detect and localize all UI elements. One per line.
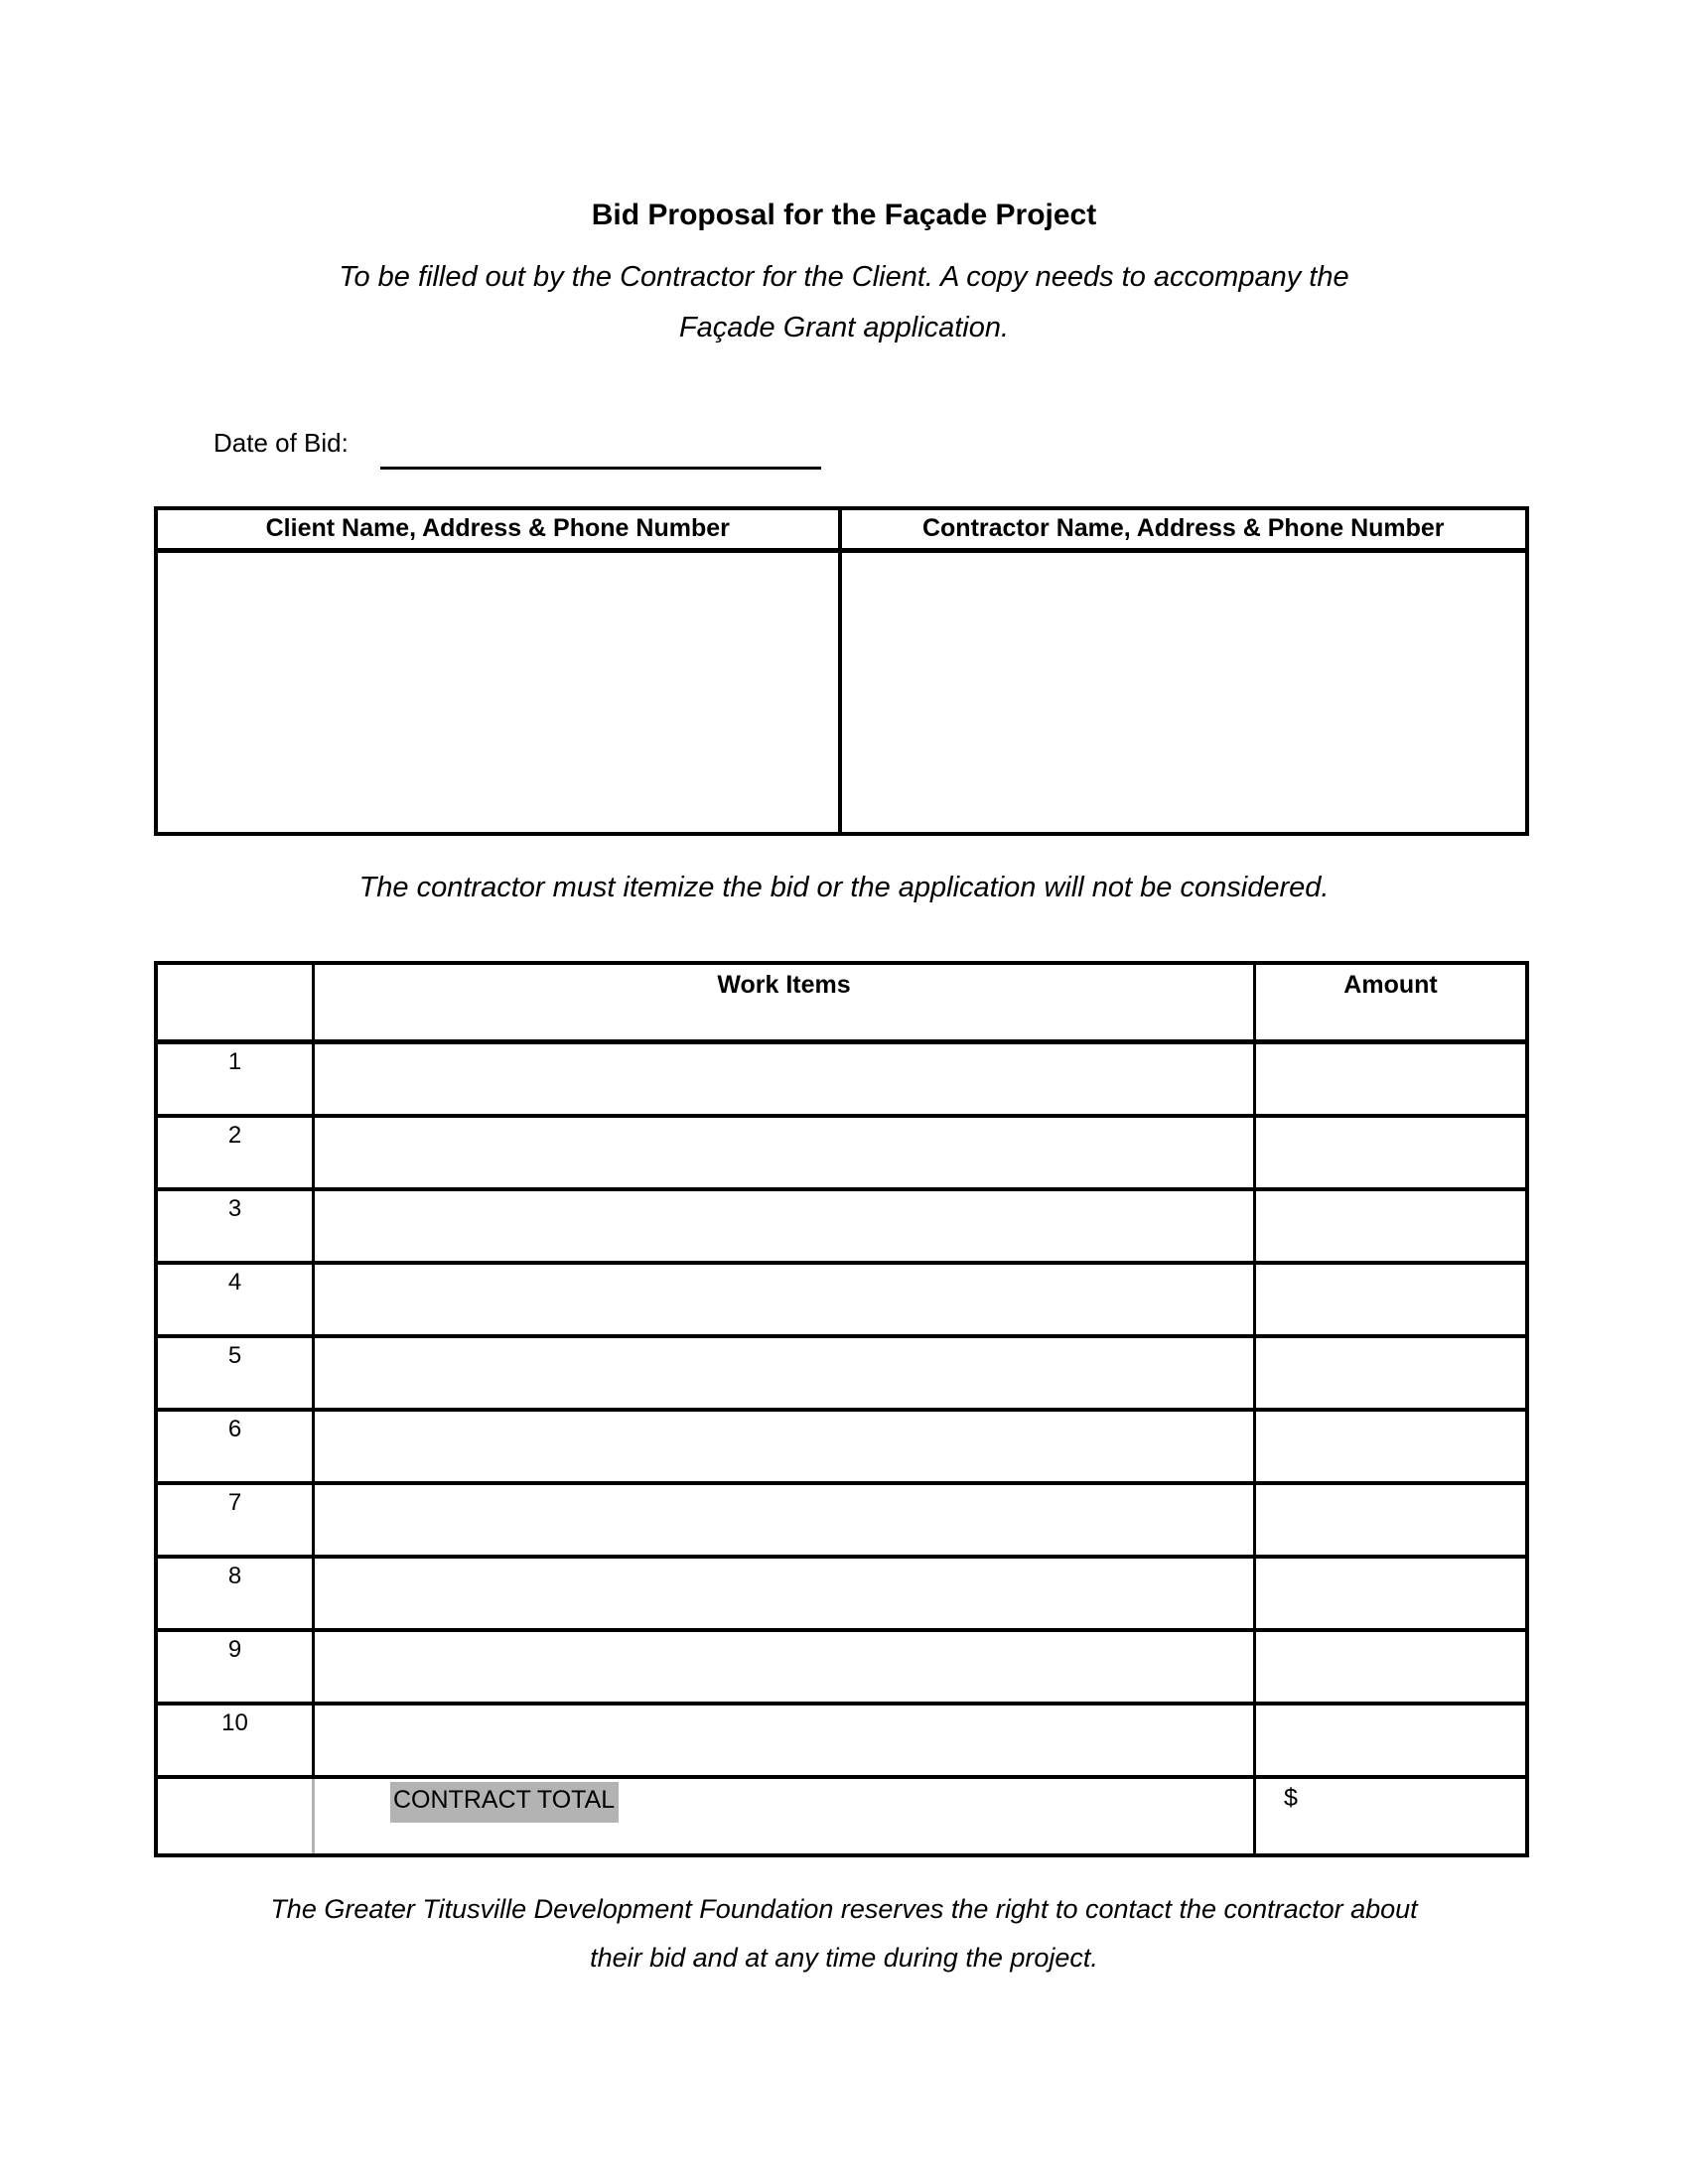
work-item-cell[interactable]	[315, 1265, 1256, 1334]
footer-line-1: The Greater Titusville Development Foundation reserves the right to contact the contractor about	[270, 1894, 1418, 1924]
work-items-table	[154, 961, 1529, 1857]
work-item-cell[interactable]	[315, 1485, 1256, 1555]
row-number: 6	[158, 1412, 315, 1481]
work-item-cell[interactable]	[315, 1338, 1256, 1408]
contract-total-cell	[315, 1779, 1256, 1853]
row-number: 9	[158, 1632, 315, 1702]
footer-note	[0, 1885, 1688, 1982]
amount-cell[interactable]	[1256, 1265, 1525, 1334]
work-table-header-row	[158, 965, 1525, 1044]
work-item-row-5	[158, 1338, 1525, 1412]
work-item-cell[interactable]	[315, 1632, 1256, 1702]
client-info-cell[interactable]	[158, 553, 842, 832]
work-item-cell[interactable]	[315, 1706, 1256, 1775]
row-number: 4	[158, 1265, 315, 1334]
client-header-cell: Client Name, Address & Phone Number	[158, 510, 842, 553]
row-number: 2	[158, 1118, 315, 1187]
work-item-row-8	[158, 1559, 1525, 1632]
work-item-row-1	[158, 1044, 1525, 1118]
work-items-header-cell: Work Items	[315, 965, 1256, 1039]
work-item-row-4	[158, 1265, 1525, 1338]
row-number: 3	[158, 1191, 315, 1261]
date-of-bid-field[interactable]	[380, 427, 821, 470]
amount-cell[interactable]	[1256, 1338, 1525, 1408]
index-header-cell	[158, 965, 315, 1039]
amount-cell[interactable]	[1256, 1118, 1525, 1187]
amount-cell[interactable]	[1256, 1559, 1525, 1628]
subtitle-line-2: Façade Grant application.	[678, 312, 1010, 343]
amount-cell[interactable]	[1256, 1044, 1525, 1114]
subtitle-line-1: To be filled out by the Contractor for the Client. A copy needs to accompany the	[339, 261, 1349, 293]
row-number: 7	[158, 1485, 315, 1555]
work-item-row-7	[158, 1485, 1525, 1559]
work-item-row-6	[158, 1412, 1525, 1485]
page-title: Bid Proposal for the Façade Project	[591, 199, 1097, 231]
contract-total-label: CONTRACT TOTAL	[390, 1782, 619, 1823]
amount-header-cell: Amount	[1343, 971, 1438, 999]
row-number: 8	[158, 1559, 315, 1628]
dollar-sign: $	[1284, 1784, 1298, 1812]
work-item-cell[interactable]	[315, 1191, 1256, 1261]
row-number: 5	[158, 1338, 315, 1408]
row-number: 10	[158, 1706, 315, 1775]
page-subtitle	[0, 252, 1688, 353]
work-item-row-10	[158, 1706, 1525, 1779]
work-item-cell[interactable]	[315, 1044, 1256, 1114]
contract-total-amount-cell[interactable]	[1256, 1779, 1525, 1853]
work-item-row-2	[158, 1118, 1525, 1191]
work-item-row-9	[158, 1632, 1525, 1706]
contract-total-row	[158, 1779, 1525, 1853]
work-item-cell[interactable]	[315, 1118, 1256, 1187]
contractor-header-cell: Contractor Name, Address & Phone Number	[842, 510, 1526, 553]
parties-table	[154, 506, 1529, 836]
work-item-cell[interactable]	[315, 1412, 1256, 1481]
amount-cell[interactable]	[1256, 1632, 1525, 1702]
work-item-row-3	[158, 1191, 1525, 1265]
work-item-cell[interactable]	[315, 1559, 1256, 1628]
amount-cell[interactable]	[1256, 1191, 1525, 1261]
footer-line-2: their bid and at any time during the project.	[590, 1943, 1098, 1973]
amount-cell[interactable]	[1256, 1412, 1525, 1481]
total-row-index-cell	[158, 1779, 315, 1853]
contractor-info-cell[interactable]	[842, 553, 1526, 832]
date-of-bid-label: Date of Bid:	[213, 428, 349, 458]
itemize-note: The contractor must itemize the bid or the application will not be considered.	[358, 872, 1330, 903]
amount-cell[interactable]	[1256, 1485, 1525, 1555]
row-number: 1	[158, 1044, 315, 1114]
amount-cell[interactable]	[1256, 1706, 1525, 1775]
